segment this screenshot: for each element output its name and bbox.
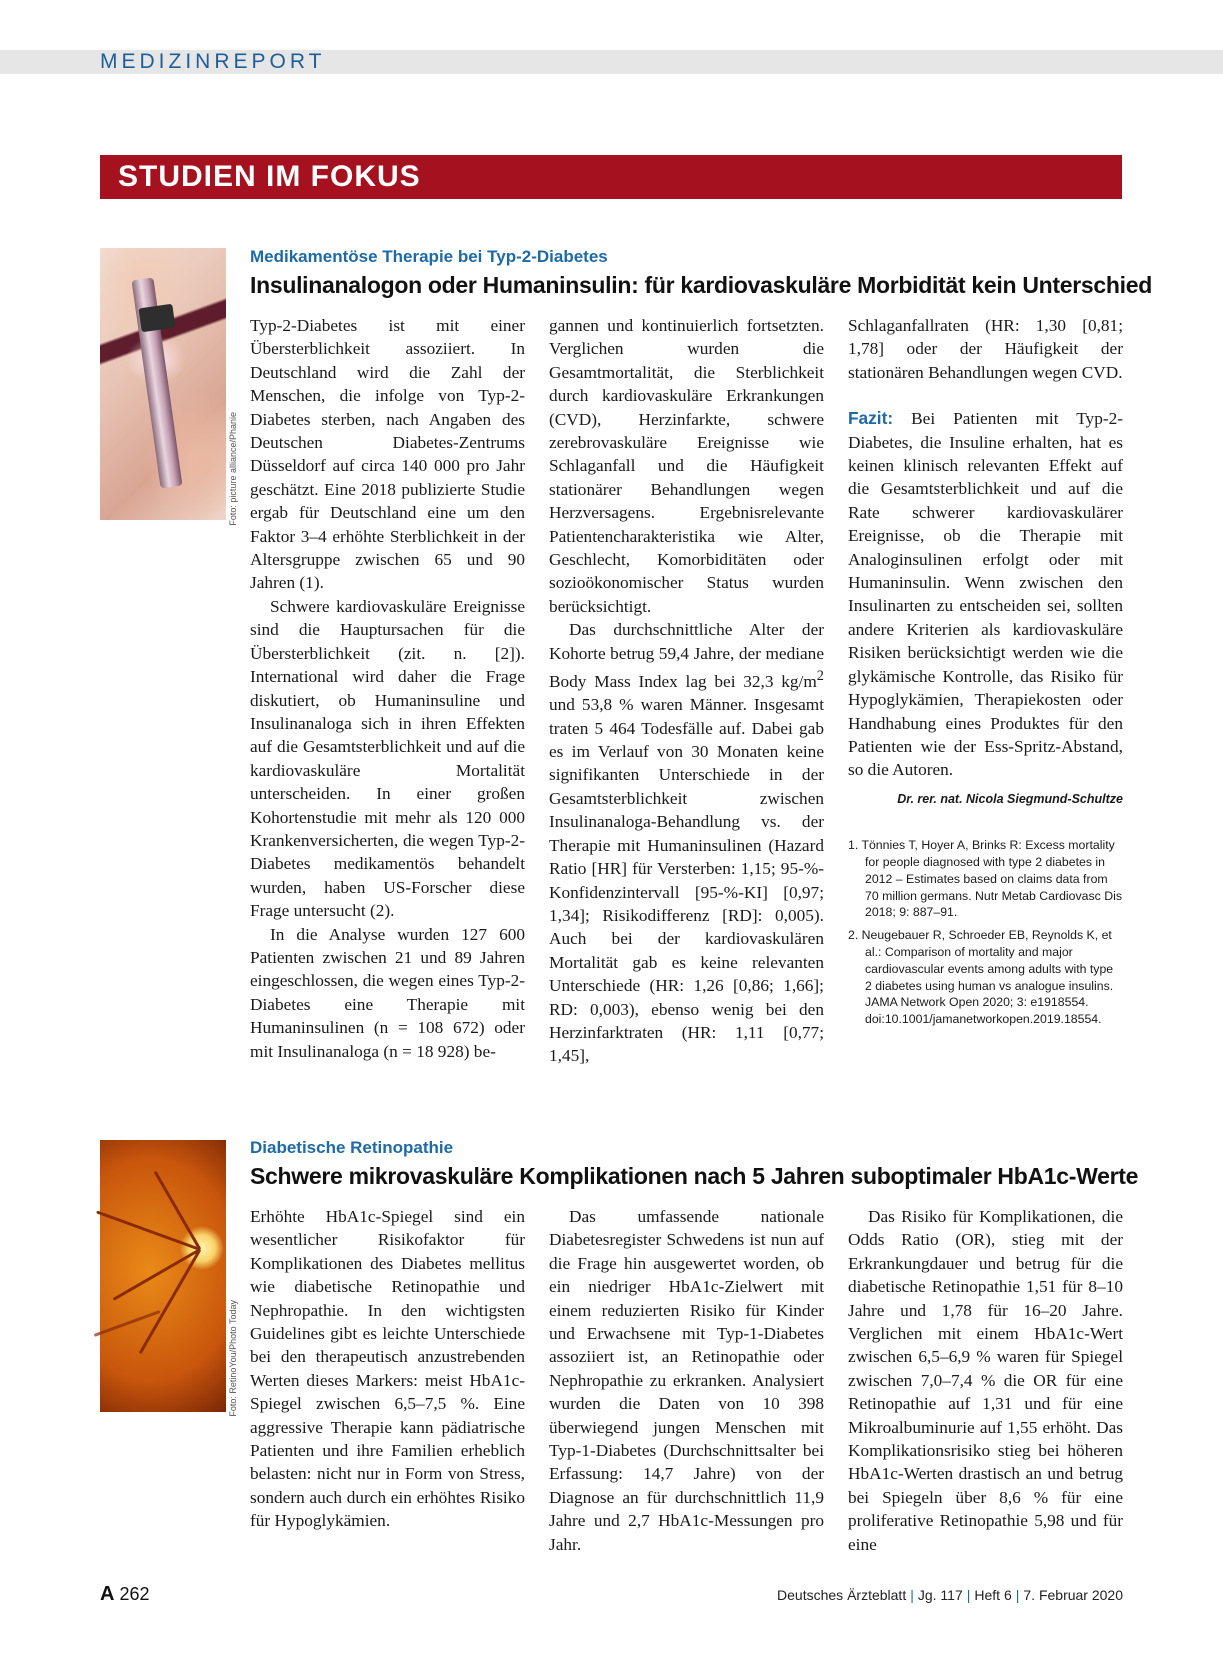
journal-date: 7. Februar 2020 xyxy=(1023,1587,1123,1603)
article1-headline: Insulinanalogon oder Humaninsulin: für kardiovaskuläre Morbidität kein Unterschied xyxy=(250,272,1152,298)
paragraph: Schlaganfallraten (HR: 1,30 [0,81; 1,78] oder der Häufigkeit der stationären Behandlungen wegen CVD. xyxy=(848,316,1123,382)
paragraph: Erhöhte HbA1c-Spiegel sind ein wesentlicher Risikofaktor für Komplikationen des Diabetes mellitus wie diabetische Retinopathie und Nephropathie. In den wichtigsten Guidelines gibt es leichte Unterschiede bei den therapeutisch anzustrebenden Werten dieses Markers: meist HbA1c-Spiegel zwischen 6,5–7,5 %. Eine aggressive Therapie kann pädiatrische Patienten und ihre Familien erheblich belasten: nicht nur in Form von Stress, sondern auch durch ein erhöhtes Risiko für Hypoglykämien. xyxy=(250,1207,525,1531)
article2-headline: Schwere mikrovaskuläre Komplikationen nach 5 Jahren suboptimaler HbA1c-Werte xyxy=(250,1163,1139,1189)
photo-credit: Foto: RetinoYou/Photo Today xyxy=(228,1300,238,1417)
fazit-paragraph xyxy=(848,407,1123,782)
paragraph: Das umfassende nationale Diabetesregister Schwedens ist nun auf die Frage hin ausgewertet worden, ob ein niedriger HbA1c-Zielwert mit einem reduzierten Risiko für Kinder und Erwachsene mit Typ-1-Diabetes assoziiert ist, an Retinopathie oder Nephropathie zu erkranken. Analysiert wurden die Daten von 10 398 überwiegend jungen Menschen mit Typ-1-Diabetes (Durchschnittsalter bei Erfassung: 14,7 Jahre) von der Diagnose an für durchschnittlich 11,9 Jahre und 2,7 HbA1c-Messungen pro Jahr. xyxy=(549,1207,824,1554)
superscript: 2 xyxy=(816,668,824,685)
article2-kicker: Diabetische Retinopathie xyxy=(250,1138,454,1157)
page-number xyxy=(100,1583,150,1606)
text-run: Das durchschnittliche Alter der Kohorte betrug 59,4 Jahre, der mediane Body Mass Index lag bei 32,3 kg/m xyxy=(549,620,824,691)
reference-item: 2. Neugebauer R, Schroeder EB, Reynolds K, et al.: Comparison of mortality and major cardiovascular events among adults with type 2 diabetes using human vs analogue insulins. JAMA Network Open 2020; 3: e1918554. doi:10.1001/jamanetworkopen.2019.18554. xyxy=(848,928,1114,1027)
insulin-pen-cap xyxy=(138,304,175,332)
section-label: MEDIZINREPORT xyxy=(100,50,326,73)
separator: | xyxy=(966,1587,971,1603)
fazit-text: Bei Patienten mit Typ-2-Diabetes, die Insuline erhalten, hat es keinen klinisch relevanten Effekt auf die Gesamtsterblichkeit und auf die Rate schwerer kardiovaskulärer Ereignisse, ob die Therapie mit Analoginsulinen erfolgt oder mit Humaninsulin. Wenn zwischen den Insulinarten zu entscheiden sei, sollten andere Kriterien als kardiovaskuläre Risiken berücksichtigt werden wie die glykämische Kontrolle, das Risiko für Hypoglykämien, Therapiekosten oder Handhabung eines Produktes für den Patienten wie der Ess-Spritz-Abstand, so die Autoren. xyxy=(848,409,1123,780)
separator: | xyxy=(1015,1587,1020,1603)
article2-column-3 xyxy=(848,1205,1123,1556)
page-number-value: 262 xyxy=(119,1584,150,1604)
article1-column-3 xyxy=(848,314,1123,1034)
retina-vessel xyxy=(96,1210,200,1250)
reference-list xyxy=(848,837,1123,1028)
retina-photo xyxy=(100,1140,226,1412)
journal-name: Deutsches Ärzteblatt xyxy=(777,1587,907,1603)
retina-vessel xyxy=(113,1248,201,1301)
paragraph: Typ-2-Diabetes ist mit einer Übersterblichkeit assoziiert. In Deutschland wird die Zahl der Menschen, die infolge von Typ-2-Diabetes sterben, nach Angaben des Deutschen Diabetes-Zentrums Düsseldorf auf circa 140 000 pro Jahr geschätzt. Eine 2018 publizierte Studie ergab für Deutschland eine um den Faktor 3–4 erhöhte Sterblichkeit in der Altersgruppe zwischen 65 und 90 Jahren (1). xyxy=(250,316,525,593)
article1-column-1 xyxy=(250,314,525,1063)
photo-credit: Foto: picture alliance/Phanie xyxy=(228,412,238,526)
paragraph: Schwere kardiovaskuläre Ereignisse sind die Hauptursachen für die Übersterblichkeit (zit. n. [2]). International wird daher die Frage diskutiert, ob Humaninsuline und Insulinanaloga sich in ihren Effekten auf die Gesamtsterblichkeit und auf die kardiovaskuläre Mortalität unterscheiden. In einer großen Kohortenstudie mit mehr als 120 000 Krankenversicherten, die wegen Typ-2-Diabetes medikamentös behandelt wurden, haben US-Forscher diese Frage untersucht (2). xyxy=(250,596,525,921)
insulin-pen-photo xyxy=(100,248,226,520)
journal-volume: Jg. 117 xyxy=(917,1587,963,1603)
article1-kicker: Medikamentöse Therapie bei Typ-2-Diabetes xyxy=(250,247,608,266)
journal-footer xyxy=(777,1587,1123,1603)
fazit-label: Fazit: xyxy=(848,408,894,429)
article1-column-2 xyxy=(549,314,824,1068)
author-byline: Dr. rer. nat. Nicola Siegmund-Schultze xyxy=(897,791,1123,806)
paragraph xyxy=(549,618,824,1067)
text-run: und 53,8 % waren Männer. Insgesamt traten 5 464 Todesfälle auf. Dabei gab es im Verlauf von 30 Monaten keine signifikanten Unterschiede in der Gesamtsterblichkeit zwischen Insulinanaloga-Behandlung vs. der Therapie mit Humaninsulinen (Hazard Ratio [HR] für Versterben: 1,15; 95-%-Konfidenzintervall [95-%-KI] [0,97; 1,34]; Risikodifferenz [RD]: 0,005). Auch bei der kardiovaskulären Mortalität gab es keine relevanten Unterschiede (HR: 1,26 [0,86; 1,66]; RD: 0,003), ebenso wenig bei den Herzinfarktraten (HR: 1,11 [0,77; 1,45], xyxy=(549,695,824,1066)
paragraph: Das Risiko für Komplikationen, die Odds Ratio (OR), stieg mit der Erkrankungdauer und betrug für die diabetische Retinopathie 1,51 für 8–10 Jahre und 1,78 für 16–20 Jahre. Verglichen mit einem HbA1c-Wert zwischen 6,5–6,9 % waren für Spiegel zwischen 7,0–7,4 % die OR für eine Retinopathie auf 1,31 und für eine Mikroalbuminurie auf 1,55 erhöht. Das Komplikationsrisiko stieg bei höheren HbA1c-Werten drastisch an und betrug bei Spiegeln über 8,6 % für eine proliferative Retinopathie 5,98 und für eine xyxy=(848,1207,1123,1554)
paragraph: gannen und kontinuierlich fortsetzten. Verglichen wurden die Gesamtmortalität, die Sterblichkeit durch kardiovaskuläre Erkrankungen (CVD), Herzinfarkte, schwere zerebrovaskuläre Ereignisse wie Schlaganfall und die Häufigkeit stationärer Behandlungen wegen Herzversagens. Ergebnisrelevante Patientencharakteristika wie Alter, Geschlecht, Komorbiditäten oder sozioökonomischer Status wurden berücksichtigt. xyxy=(549,316,824,616)
article2-column-1 xyxy=(250,1205,525,1533)
banner-title: STUDIEN IM FOKUS xyxy=(100,155,1122,199)
reference-item: 1. Tönnies T, Hoyer A, Brinks R: Excess mortality for people diagnosed with type 2 diabetes in 2012 – Estimates based on claims data from 70 million germans. Nutr Metab Cardiovasc Dis 2018; 9: 887–91. xyxy=(848,838,1122,920)
paragraph: In die Analyse wurden 127 600 Patienten zwischen 21 und 89 Jahren eingeschlossen, die wegen eines Typ-2-Diabetes eine Therapie mit Humaninsulinen (n = 108 672) oder mit Insulinanaloga (n = 18 928) be- xyxy=(250,924,525,1061)
retina-vessel xyxy=(154,1171,202,1250)
article2-column-2 xyxy=(549,1205,824,1556)
journal-issue: Heft 6 xyxy=(974,1587,1012,1603)
separator: | xyxy=(910,1587,914,1603)
page-prefix: A xyxy=(100,1583,115,1605)
